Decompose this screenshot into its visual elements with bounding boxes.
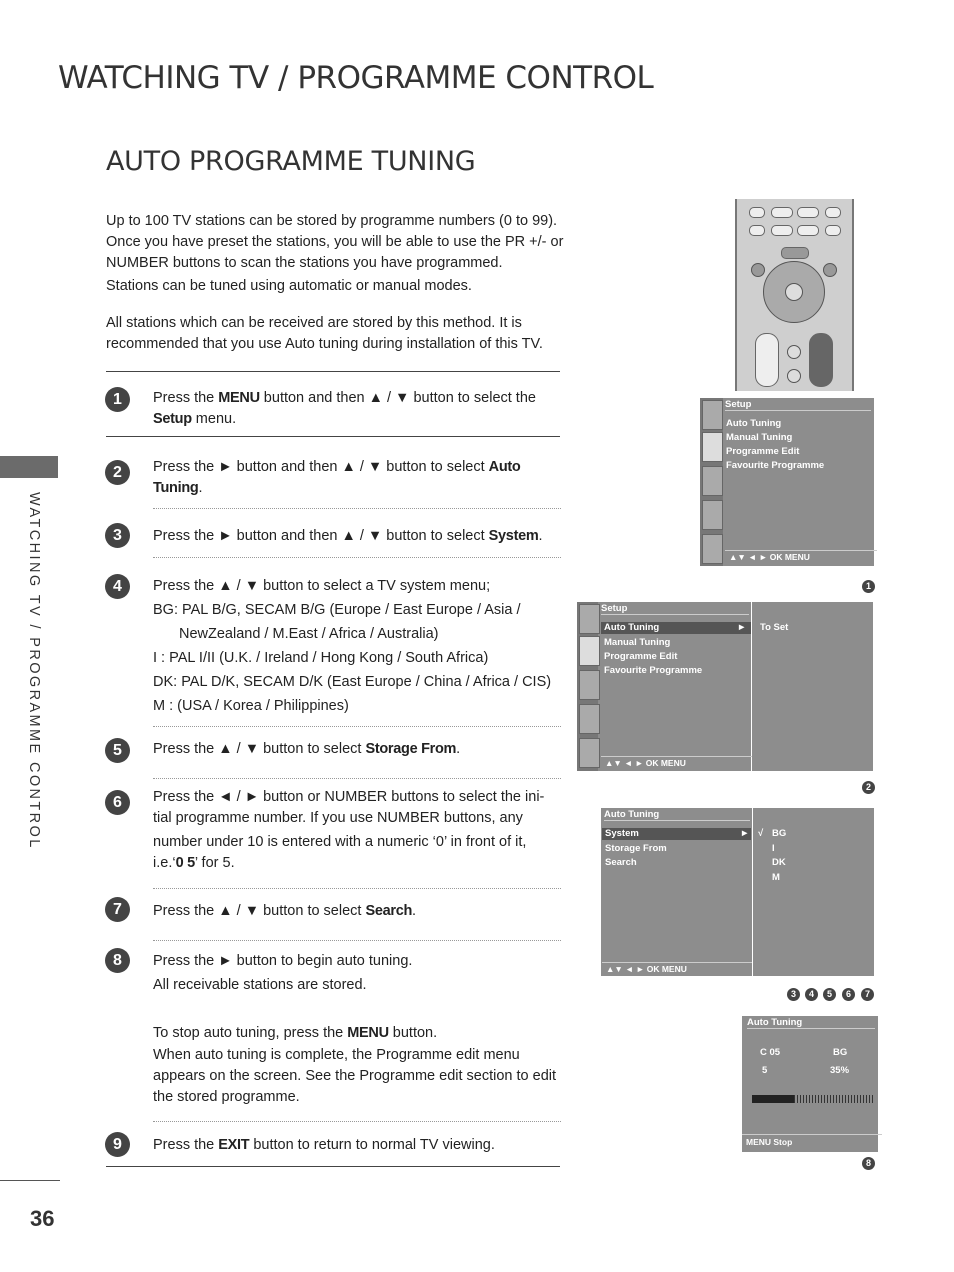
mute-button-icon <box>787 369 801 383</box>
stop-button-icon <box>749 207 765 218</box>
step-9-text: Press the EXIT button to return to normal TV viewing. <box>153 1137 495 1153</box>
menu-item[interactable]: Storage From <box>605 843 667 854</box>
forward-button-icon <box>797 225 819 236</box>
menu-icon-column <box>700 398 723 566</box>
intro-paragraph-2: Stations can be tuned using automatic or manual modes. <box>106 278 472 294</box>
step-divider <box>153 1121 561 1122</box>
round-button-icon <box>787 345 801 359</box>
system-option[interactable]: DK <box>772 857 786 868</box>
menu-item[interactable]: Programme Edit <box>604 651 678 662</box>
setup-auto-tuning-menu-screen <box>577 602 751 771</box>
menu-item[interactable]: Auto Tuning <box>726 418 782 429</box>
step-number: 6 <box>105 790 130 815</box>
page-number: 36 <box>30 1206 55 1231</box>
submenu-panel <box>752 602 873 771</box>
figure-badge: 1 <box>862 580 875 593</box>
figure-badge: 4 <box>805 988 818 1001</box>
ok-button-icon <box>785 283 803 301</box>
menu-title: Setup <box>601 603 749 615</box>
channel-label: C 05 <box>760 1047 781 1058</box>
figure-badge: 2 <box>862 781 875 794</box>
time-icon <box>579 704 600 734</box>
menu-item[interactable]: Favourite Programme <box>604 665 703 676</box>
step-6-text: Press the ◄ / ► button or NUMBER buttons to select the ini- tial programme number. If you use NUMBER buttons, any number under 10 is entered with a numeric ‘0’ in front of it, i.e.‘0 5’ for 5. <box>153 789 545 871</box>
auto-tuning-menu-screen <box>601 808 752 976</box>
pause-button-icon <box>797 207 819 218</box>
step-3-text: Press the ► button and then ▲ / ▼ button to select System. <box>153 528 543 544</box>
step-1-text: Press the MENU button and then ▲ / ▼ button to select the Setup menu. <box>153 390 536 427</box>
system-option[interactable]: I <box>772 843 775 854</box>
setup-menu-screen <box>700 398 874 566</box>
progress-fill <box>752 1095 794 1103</box>
menu-footer: MENU Stop <box>742 1134 882 1147</box>
sound-icon <box>579 670 600 700</box>
antenna-icon <box>579 604 600 634</box>
menu-title: Setup <box>725 399 871 411</box>
programme-number: 5 <box>762 1065 768 1076</box>
fast-forward-button-icon <box>825 225 841 236</box>
menu-item[interactable]: Manual Tuning <box>604 637 671 648</box>
option-icon <box>702 534 723 564</box>
figure-badge: 3 <box>787 988 800 1001</box>
menu-item[interactable]: Favourite Programme <box>726 460 825 471</box>
system-label: BG <box>833 1047 848 1058</box>
figure-badge: 5 <box>823 988 836 1001</box>
antenna-icon <box>702 400 723 430</box>
chapter-header: WATCHING TV / PROGRAMME CONTROL <box>58 60 654 96</box>
step-divider <box>153 508 561 509</box>
progress-percent: 35% <box>830 1065 850 1076</box>
menu-title: Auto Tuning <box>604 809 750 821</box>
step-divider <box>153 888 561 889</box>
picture-icon <box>702 432 723 462</box>
step-divider <box>153 778 561 779</box>
step-number: 3 <box>105 523 130 548</box>
sidebar-chapter-label: WATCHING TV / PROGRAMME CONTROL <box>26 492 42 850</box>
step-number: 7 <box>105 897 130 922</box>
step-2-text: Press the ► button and then ▲ / ▼ button to select Auto Tuning. <box>153 459 521 496</box>
step-divider <box>153 940 561 941</box>
system-options-panel <box>753 808 874 976</box>
play-button-icon <box>771 207 793 218</box>
step-5-text: Press the ▲ / ▼ button to select Storage From. <box>153 741 461 757</box>
picture-icon <box>579 636 600 666</box>
time-icon <box>702 500 723 530</box>
step-number: 8 <box>105 948 130 973</box>
submenu-arrow-icon: ► <box>740 828 750 839</box>
step-divider <box>153 726 561 727</box>
figure-badge: 6 <box>842 988 855 1001</box>
system-option[interactable]: BG <box>772 828 787 839</box>
menu-footer: ▲▼ ◄ ► OK MENU <box>601 756 753 768</box>
step-divider <box>153 557 561 558</box>
step-4-text: Press the ▲ / ▼ button to select a TV system menu; BG: PAL B/G, SECAM B/G (Europe / East Europe / Asia / NewZealand / M.East / Africa / Australia) I : PAL I/II (U.K. / Ireland / Hong Kong / South Africa) DK: PAL D/K, SECAM D/K (East Europe / China / Africa / CIS) M : (USA / Korea / Philippines) <box>153 578 552 714</box>
check-mark-icon: √ <box>758 828 764 839</box>
menu-item[interactable]: Manual Tuning <box>726 432 793 443</box>
back-button-icon <box>771 225 793 236</box>
page-title: AUTO PROGRAMME TUNING <box>106 146 476 177</box>
step-8-text: Press the ► button to begin auto tuning. All receivable stations are stored. To stop auto tuning, press the MENU button. When auto tuning is complete, the Programme edit menu appears on the screen. See the Programme edit section to edit the stored programme. <box>153 953 557 1105</box>
auto-tuning-progress-screen <box>742 1016 878 1152</box>
programme-rocker-icon <box>809 333 833 387</box>
step-number: 9 <box>105 1132 130 1157</box>
sidebar-tab <box>0 456 58 478</box>
intro-paragraph-3: All stations which can be received are stored by this method. It is recommended that you use Auto tuning during installation of this TV. <box>106 315 543 352</box>
step-7-text: Press the ▲ / ▼ button to select Search. <box>153 903 417 919</box>
round-button-icon <box>751 263 765 277</box>
figure-badge: 8 <box>862 1157 875 1170</box>
menu-item[interactable]: Programme Edit <box>726 446 800 457</box>
menu-title: Auto Tuning <box>747 1017 875 1029</box>
page-number-rule <box>0 1180 60 1181</box>
section-rule <box>106 1166 560 1167</box>
menu-item-selected[interactable]: System <box>605 828 639 839</box>
step-number: 4 <box>105 574 130 599</box>
sound-icon <box>702 466 723 496</box>
option-icon <box>579 738 600 768</box>
rewind-button-icon <box>749 225 765 236</box>
submenu-item[interactable]: To Set <box>760 622 789 633</box>
record-button-icon <box>825 207 841 218</box>
remote-control-illustration <box>735 199 854 391</box>
figure-badge: 7 <box>861 988 874 1001</box>
round-button-icon <box>823 263 837 277</box>
system-option[interactable]: M <box>772 872 780 883</box>
menu-button-icon <box>781 247 809 259</box>
menu-icon-column <box>577 602 598 771</box>
progress-track <box>752 1095 873 1103</box>
volume-rocker-icon <box>755 333 779 387</box>
section-rule <box>106 371 560 372</box>
intro-paragraph-1: Up to 100 TV stations can be stored by programme numbers (0 to 99). Once you have preset the stations, you will be able to use the PR +/- or NUMBER buttons to scan the stations you have programmed. <box>106 213 564 271</box>
menu-footer: ▲▼ ◄ ► OK MENU <box>725 550 877 562</box>
step-number: 1 <box>105 387 130 412</box>
step-number: 5 <box>105 738 130 763</box>
menu-item-selected[interactable]: Auto Tuning <box>604 622 660 633</box>
submenu-arrow-icon: ► <box>737 622 747 633</box>
menu-item[interactable]: Search <box>605 857 637 868</box>
menu-footer: ▲▼ ◄ ► OK MENU <box>602 962 752 974</box>
section-rule <box>106 436 560 437</box>
step-number: 2 <box>105 460 130 485</box>
